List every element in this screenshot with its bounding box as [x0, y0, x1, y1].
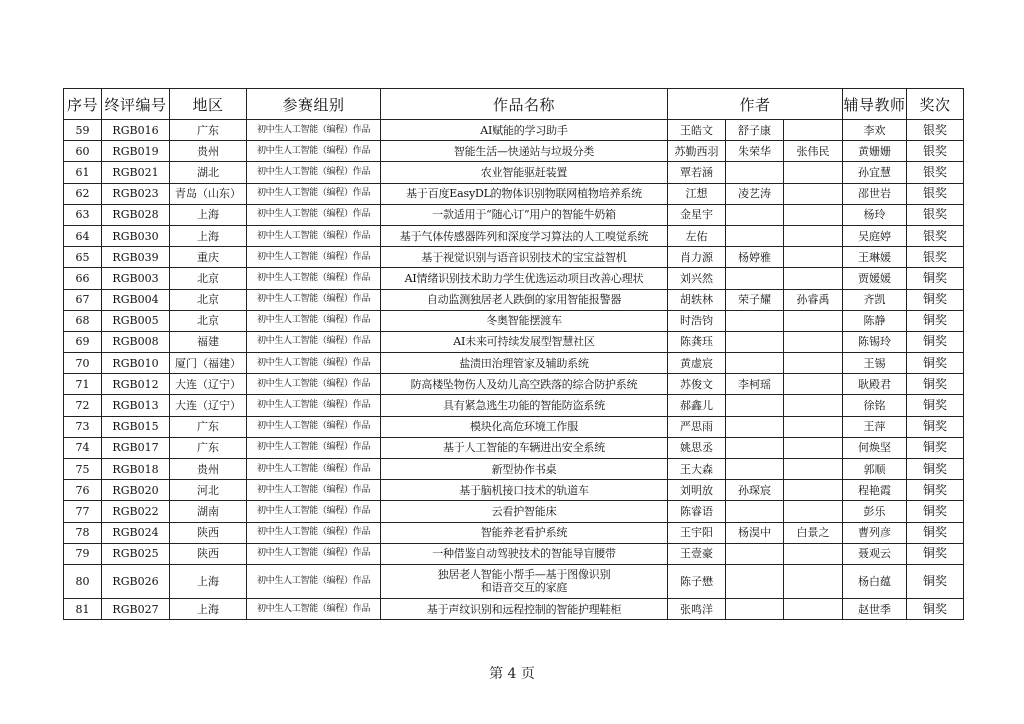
table-row [64, 183, 964, 204]
cell-award: 银奖 [907, 225, 964, 246]
cell-region: 福建 [170, 331, 247, 352]
cell-author: 肖力源 [668, 247, 726, 268]
cell-author [726, 564, 784, 598]
cell-code: RGB025 [102, 543, 170, 564]
cell-author: 严思雨 [668, 416, 726, 437]
cell-region: 北京 [170, 310, 247, 331]
cell-group: 初中生人工智能（编程）作品 [247, 598, 381, 619]
cell-code: RGB012 [102, 374, 170, 395]
cell-code: RGB020 [102, 480, 170, 501]
cell-award: 铜奖 [907, 598, 964, 619]
cell-author: 郝鑫儿 [668, 395, 726, 416]
cell-region: 青岛（山东） [170, 183, 247, 204]
table-row [64, 501, 964, 522]
table-row [64, 268, 964, 289]
cell-group: 初中生人工智能（编程）作品 [247, 162, 381, 183]
cell-advisor: 何焕坚 [843, 437, 907, 458]
cell-author: 姚思丞 [668, 437, 726, 458]
cell-title-line: 智能生活—快递站与垃圾分类 [453, 144, 595, 158]
cell-title [381, 437, 668, 458]
cell-award: 铜奖 [907, 353, 964, 374]
cell-seq: 65 [64, 247, 102, 268]
cell-award: 铜奖 [907, 374, 964, 395]
table-row [64, 598, 964, 619]
cell-group: 初中生人工智能（编程）作品 [247, 437, 381, 458]
cell-author [726, 268, 784, 289]
cell-title-line: AI未来可持续发展型智慧社区 [453, 335, 595, 349]
cell-author: 陈龚珏 [668, 331, 726, 352]
cell-region: 上海 [170, 225, 247, 246]
cell-code: RGB039 [102, 247, 170, 268]
cell-group: 初中生人工智能（编程）作品 [247, 268, 381, 289]
cell-group: 初中生人工智能（编程）作品 [247, 374, 381, 395]
cell-seq: 59 [64, 120, 102, 141]
cell-author [726, 543, 784, 564]
cell-award: 银奖 [907, 204, 964, 225]
cell-author [784, 120, 843, 141]
cell-seq: 72 [64, 395, 102, 416]
cell-code: RGB008 [102, 331, 170, 352]
table-row [64, 225, 964, 246]
cell-seq: 61 [64, 162, 102, 183]
cell-title [381, 183, 668, 204]
cell-advisor: 李欢 [843, 120, 907, 141]
cell-award: 铜奖 [907, 480, 964, 501]
cell-award: 铜奖 [907, 437, 964, 458]
cell-author [784, 268, 843, 289]
header-award: 奖次 [907, 89, 964, 120]
cell-title [381, 598, 668, 619]
cell-title-line: 基于脑机接口技术的轨道车 [459, 483, 589, 497]
cell-advisor: 耿殿君 [843, 374, 907, 395]
table-row [64, 522, 964, 543]
cell-region: 陕西 [170, 522, 247, 543]
cell-group: 初中生人工智能（编程）作品 [247, 310, 381, 331]
cell-code: RGB027 [102, 598, 170, 619]
cell-advisor: 邵世岩 [843, 183, 907, 204]
cell-author [726, 437, 784, 458]
cell-title [381, 331, 668, 352]
cell-advisor: 陈锡玲 [843, 331, 907, 352]
cell-title-line: 盐渍田治理管家及辅助系统 [459, 356, 589, 370]
cell-seq: 80 [64, 564, 102, 598]
cell-title [381, 268, 668, 289]
cell-author: 王壹豪 [668, 543, 726, 564]
cell-award: 铜奖 [907, 289, 964, 310]
cell-author: 张鸣洋 [668, 598, 726, 619]
cell-advisor: 程艳霞 [843, 480, 907, 501]
cell-group: 初中生人工智能（编程）作品 [247, 501, 381, 522]
cell-author: 荣子耀 [726, 289, 784, 310]
cell-title [381, 416, 668, 437]
cell-title-line: 具有紧急逃生功能的智能防盗系统 [443, 399, 605, 413]
cell-award: 铜奖 [907, 543, 964, 564]
cell-code: RGB017 [102, 437, 170, 458]
cell-code: RGB019 [102, 141, 170, 162]
cell-title-line: 智能养老看护系统 [480, 526, 568, 540]
cell-author: 杨婷雅 [726, 247, 784, 268]
table-row [64, 247, 964, 268]
cell-title [381, 459, 668, 480]
cell-author [784, 310, 843, 331]
cell-group: 初中生人工智能（编程）作品 [247, 141, 381, 162]
cell-group: 初中生人工智能（编程）作品 [247, 480, 381, 501]
page-number: 第 4 页 [489, 666, 535, 682]
cell-region: 湖南 [170, 501, 247, 522]
cell-advisor: 曹列彦 [843, 522, 907, 543]
cell-author: 胡轶林 [668, 289, 726, 310]
cell-award: 铜奖 [907, 268, 964, 289]
cell-code: RGB026 [102, 564, 170, 598]
cell-title [381, 353, 668, 374]
cell-seq: 68 [64, 310, 102, 331]
cell-author: 左佑 [668, 225, 726, 246]
cell-code: RGB021 [102, 162, 170, 183]
cell-title-line: 新型协作书桌 [491, 462, 557, 476]
cell-region: 重庆 [170, 247, 247, 268]
cell-region: 厦门（福建） [170, 353, 247, 374]
header-advisor: 辅导教师 [843, 89, 907, 120]
cell-author: 刘兴然 [668, 268, 726, 289]
cell-code: RGB010 [102, 353, 170, 374]
cell-title-line: 和语音交互的家庭 [480, 581, 568, 595]
cell-advisor: 赵世季 [843, 598, 907, 619]
cell-author: 江想 [668, 183, 726, 204]
cell-advisor: 王萍 [843, 416, 907, 437]
cell-region: 上海 [170, 564, 247, 598]
cell-region: 广东 [170, 416, 247, 437]
cell-group: 初中生人工智能（编程）作品 [247, 289, 381, 310]
header-title: 作品名称 [381, 89, 668, 120]
cell-author: 杨淏中 [726, 522, 784, 543]
cell-code: RGB023 [102, 183, 170, 204]
table-row [64, 564, 964, 598]
cell-author: 覃若涵 [668, 162, 726, 183]
cell-title [381, 141, 668, 162]
cell-title [381, 247, 668, 268]
cell-seq: 74 [64, 437, 102, 458]
cell-award: 银奖 [907, 120, 964, 141]
cell-seq: 79 [64, 543, 102, 564]
cell-award: 银奖 [907, 183, 964, 204]
cell-author [784, 416, 843, 437]
cell-group: 初中生人工智能（编程）作品 [247, 543, 381, 564]
cell-title [381, 480, 668, 501]
cell-title-line: AI情绪识别技术助力学生优选运动项目改善心理状 [404, 271, 644, 285]
cell-code: RGB004 [102, 289, 170, 310]
header-authors: 作者 [668, 89, 843, 120]
cell-code: RGB028 [102, 204, 170, 225]
cell-group: 初中生人工智能（编程）作品 [247, 225, 381, 246]
cell-author: 孙睿禹 [784, 289, 843, 310]
cell-seq: 77 [64, 501, 102, 522]
cell-advisor: 陈静 [843, 310, 907, 331]
cell-title [381, 501, 668, 522]
cell-group: 初中生人工智能（编程）作品 [247, 331, 381, 352]
header-seq: 序号 [64, 89, 102, 120]
cell-title-line: AI赋能的学习助手 [480, 123, 568, 137]
cell-author: 刘明放 [668, 480, 726, 501]
cell-advisor: 彭乐 [843, 501, 907, 522]
table-row [64, 416, 964, 437]
cell-award: 铜奖 [907, 522, 964, 543]
cell-region: 广东 [170, 437, 247, 458]
cell-title-line: 云看护智能床 [491, 504, 557, 518]
cell-author [784, 598, 843, 619]
cell-title-line: 独居老人智能小帮手—基于图像识别 [437, 568, 611, 582]
cell-seq: 64 [64, 225, 102, 246]
cell-award: 铜奖 [907, 416, 964, 437]
cell-title [381, 204, 668, 225]
cell-title-line: 农业智能驱赶装置 [480, 165, 568, 179]
cell-title [381, 310, 668, 331]
cell-title [381, 162, 668, 183]
cell-advisor: 吴庭婷 [843, 225, 907, 246]
cell-title-line: 冬奥智能摆渡车 [486, 314, 562, 328]
cell-author: 王皓文 [668, 120, 726, 141]
cell-author [726, 598, 784, 619]
cell-author [784, 331, 843, 352]
cell-author: 李柯瑶 [726, 374, 784, 395]
cell-group: 初中生人工智能（编程）作品 [247, 120, 381, 141]
cell-award: 铜奖 [907, 331, 964, 352]
cell-title [381, 374, 668, 395]
cell-region: 大连（辽宁） [170, 395, 247, 416]
cell-seq: 75 [64, 459, 102, 480]
cell-title-line: 基于人工智能的车辆进出安全系统 [443, 441, 605, 455]
cell-author: 朱荣华 [726, 141, 784, 162]
cell-author: 黄虚宸 [668, 353, 726, 374]
cell-code: RGB013 [102, 395, 170, 416]
cell-seq: 81 [64, 598, 102, 619]
cell-author: 苏勤西羽 [668, 141, 726, 162]
table-row [64, 353, 964, 374]
cell-award: 银奖 [907, 162, 964, 183]
cell-seq: 60 [64, 141, 102, 162]
cell-seq: 78 [64, 522, 102, 543]
cell-title-line: 基于气体传感器阵列和深度学习算法的人工嗅觉系统 [399, 229, 649, 243]
cell-author [784, 225, 843, 246]
table-row [64, 204, 964, 225]
cell-author [726, 395, 784, 416]
cell-author [784, 374, 843, 395]
cell-title [381, 289, 668, 310]
cell-seq: 71 [64, 374, 102, 395]
cell-advisor: 黄姗姗 [843, 141, 907, 162]
cell-code: RGB030 [102, 225, 170, 246]
cell-region: 贵州 [170, 141, 247, 162]
cell-title-line: 一种借鉴自动驾驶技术的智能导盲腰带 [432, 547, 616, 561]
cell-title-line: 基于声纹识别和远程控制的智能护理鞋柜 [426, 602, 622, 616]
cell-author [726, 162, 784, 183]
cell-author: 陈子懋 [668, 564, 726, 598]
cell-seq: 76 [64, 480, 102, 501]
cell-region: 河北 [170, 480, 247, 501]
cell-author: 苏俊文 [668, 374, 726, 395]
cell-group: 初中生人工智能（编程）作品 [247, 183, 381, 204]
cell-author [726, 353, 784, 374]
table-row [64, 459, 964, 480]
cell-author: 舒子康 [726, 120, 784, 141]
cell-title-line: 自动监测独居老人跌倒的家用智能报警器 [426, 293, 622, 307]
cell-region: 贵州 [170, 459, 247, 480]
cell-seq: 69 [64, 331, 102, 352]
cell-award: 铜奖 [907, 564, 964, 598]
table-header-row [64, 89, 964, 120]
cell-advisor: 王锡 [843, 353, 907, 374]
header-region: 地区 [170, 89, 247, 120]
cell-title-line: 基于百度EasyDL的物体识别物联网植物培养系统 [406, 187, 642, 201]
cell-seq: 70 [64, 353, 102, 374]
cell-region: 大连（辽宁） [170, 374, 247, 395]
cell-advisor: 徐铭 [843, 395, 907, 416]
cell-author [726, 331, 784, 352]
cell-award: 铜奖 [907, 310, 964, 331]
table-row [64, 480, 964, 501]
table-row [64, 310, 964, 331]
cell-advisor: 聂观云 [843, 543, 907, 564]
cell-group: 初中生人工智能（编程）作品 [247, 564, 381, 598]
cell-region: 广东 [170, 120, 247, 141]
cell-author [784, 501, 843, 522]
cell-seq: 66 [64, 268, 102, 289]
cell-author [784, 437, 843, 458]
cell-author [784, 395, 843, 416]
cell-author [784, 480, 843, 501]
cell-award: 铜奖 [907, 395, 964, 416]
cell-author: 王大森 [668, 459, 726, 480]
cell-author [726, 416, 784, 437]
cell-advisor: 杨玲 [843, 204, 907, 225]
cell-author [784, 183, 843, 204]
cell-seq: 62 [64, 183, 102, 204]
cell-author: 张伟民 [784, 141, 843, 162]
cell-author: 王宇阳 [668, 522, 726, 543]
cell-group: 初中生人工智能（编程）作品 [247, 416, 381, 437]
cell-region: 北京 [170, 268, 247, 289]
cell-author [726, 459, 784, 480]
cell-title-line: 防高楼坠物伤人及幼儿高空跌落的综合防护系统 [410, 377, 638, 391]
cell-group: 初中生人工智能（编程）作品 [247, 353, 381, 374]
cell-region: 上海 [170, 598, 247, 619]
cell-author [784, 564, 843, 598]
cell-seq: 67 [64, 289, 102, 310]
award-table [63, 88, 964, 620]
cell-advisor: 贾媛媛 [843, 268, 907, 289]
cell-code: RGB005 [102, 310, 170, 331]
cell-seq: 73 [64, 416, 102, 437]
cell-code: RGB024 [102, 522, 170, 543]
table-row [64, 543, 964, 564]
cell-advisor: 孙宜慧 [843, 162, 907, 183]
cell-award: 铜奖 [907, 459, 964, 480]
cell-author: 白景之 [784, 522, 843, 543]
cell-code: RGB016 [102, 120, 170, 141]
cell-title [381, 395, 668, 416]
cell-region: 上海 [170, 204, 247, 225]
cell-title-line: 一款适用于“随心订”用户的智能牛奶箱 [432, 208, 616, 222]
cell-title [381, 543, 668, 564]
cell-code: RGB003 [102, 268, 170, 289]
cell-group: 初中生人工智能（编程）作品 [247, 247, 381, 268]
cell-seq: 63 [64, 204, 102, 225]
cell-title [381, 120, 668, 141]
cell-advisor: 齐凯 [843, 289, 907, 310]
cell-author: 凌艺涛 [726, 183, 784, 204]
cell-author: 时浩钧 [668, 310, 726, 331]
cell-author [726, 501, 784, 522]
cell-region: 陕西 [170, 543, 247, 564]
cell-advisor: 郭顺 [843, 459, 907, 480]
cell-author [726, 225, 784, 246]
cell-code: RGB018 [102, 459, 170, 480]
cell-region: 北京 [170, 289, 247, 310]
table-body [64, 120, 964, 620]
table-row [64, 395, 964, 416]
cell-author [784, 543, 843, 564]
header-code: 终评编号 [102, 89, 170, 120]
table-row [64, 374, 964, 395]
cell-group: 初中生人工智能（编程）作品 [247, 522, 381, 543]
cell-code: RGB022 [102, 501, 170, 522]
cell-code: RGB015 [102, 416, 170, 437]
cell-award: 铜奖 [907, 501, 964, 522]
table-row [64, 437, 964, 458]
cell-author [784, 459, 843, 480]
cell-advisor: 王琳媛 [843, 247, 907, 268]
cell-group: 初中生人工智能（编程）作品 [247, 204, 381, 225]
table-row [64, 120, 964, 141]
cell-advisor: 杨白蕴 [843, 564, 907, 598]
table-row [64, 141, 964, 162]
cell-title-line: 模块化高危环境工作服 [470, 420, 578, 434]
table-row [64, 162, 964, 183]
cell-author [726, 204, 784, 225]
cell-title [381, 522, 668, 543]
cell-award: 银奖 [907, 141, 964, 162]
cell-title [381, 564, 668, 598]
cell-title-line: 基于视觉识别与语音识别技术的宝宝益智机 [421, 250, 627, 264]
cell-group: 初中生人工智能（编程）作品 [247, 459, 381, 480]
cell-award: 银奖 [907, 247, 964, 268]
table-row [64, 289, 964, 310]
cell-title [381, 225, 668, 246]
cell-region: 湖北 [170, 162, 247, 183]
cell-author: 金星宇 [668, 204, 726, 225]
cell-author [726, 310, 784, 331]
cell-author [784, 353, 843, 374]
header-group: 参赛组别 [247, 89, 381, 120]
cell-group: 初中生人工智能（编程）作品 [247, 395, 381, 416]
cell-author: 陈睿语 [668, 501, 726, 522]
cell-author: 孙琛宸 [726, 480, 784, 501]
table-row [64, 331, 964, 352]
cell-author [784, 162, 843, 183]
cell-author [784, 247, 843, 268]
cell-author [784, 204, 843, 225]
